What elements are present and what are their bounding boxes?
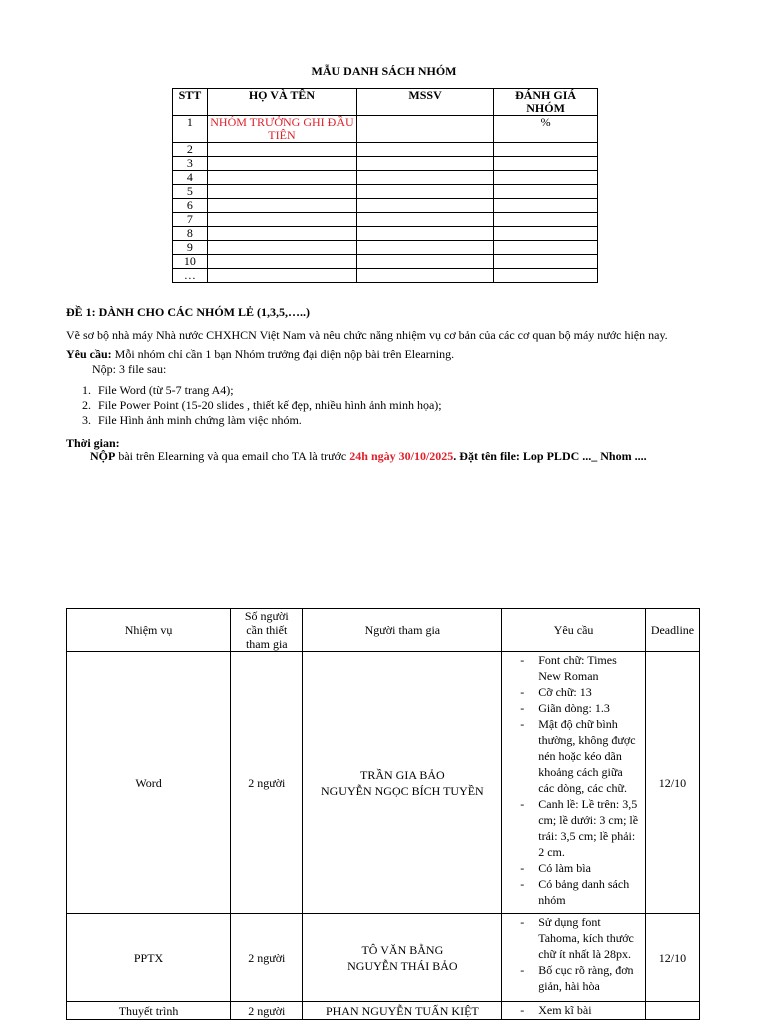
eval-cell xyxy=(494,213,598,227)
stt-cell: 3 xyxy=(173,157,208,171)
count-cell: 2 người xyxy=(231,914,303,1002)
list-item: 2. File Power Point (15-20 slides , thiết kế đẹp, nhiều hình ảnh minh họa); xyxy=(82,398,442,412)
list-item: 3. File Hình ảnh minh chứng làm việc nhóm. xyxy=(82,413,302,427)
table-row xyxy=(173,227,598,241)
mssv-cell xyxy=(357,157,494,171)
stt-cell: 1 xyxy=(173,116,208,143)
count-cell: 2 người xyxy=(231,1002,303,1020)
eval-cell xyxy=(494,241,598,255)
header-mssv: MSSV xyxy=(357,89,494,116)
time-text: bài trên Elearning và qua email cho TA là trước xyxy=(115,449,350,463)
submit-label: Nộp: 3 file sau: xyxy=(92,362,167,376)
requirement-text: Mỗi nhóm chỉ cần 1 bạn Nhóm trưởng đại diện nộp bài trên Elearning. xyxy=(111,347,455,361)
header-task: Nhiệm vụ xyxy=(67,609,231,652)
mssv-cell xyxy=(357,143,494,157)
table-row xyxy=(173,171,598,185)
name-cell xyxy=(207,185,356,199)
eval-cell xyxy=(494,227,598,241)
stt-cell: 10 xyxy=(173,255,208,269)
table-row xyxy=(173,241,598,255)
requirements-cell xyxy=(502,1002,646,1020)
mssv-cell xyxy=(357,241,494,255)
table-row xyxy=(173,185,598,199)
header-requirements: Yêu cầu xyxy=(502,609,646,652)
table-row xyxy=(173,213,598,227)
task-description: Vẽ sơ bộ nhà máy Nhà nước CHXHCN Việt Nam và nêu chức năng nhiệm vụ cơ bản của các cơ quan bộ máy nước hiện nay. xyxy=(66,328,668,342)
name-cell xyxy=(207,241,356,255)
file-list xyxy=(82,383,442,428)
table-row xyxy=(67,652,700,914)
mssv-cell xyxy=(357,199,494,213)
stt-cell: … xyxy=(173,269,208,283)
name-cell xyxy=(207,199,356,213)
eval-cell xyxy=(494,269,598,283)
name-cell xyxy=(207,143,356,157)
people-cell xyxy=(303,652,502,914)
list-item: - Font chữ: Times New Roman xyxy=(510,652,639,684)
filename-instruction: . Đặt tên file: Lop PLDC ..._ Nhom .... xyxy=(453,449,647,463)
header-deadline: Deadline xyxy=(645,609,699,652)
eval-cell xyxy=(494,157,598,171)
eval-cell: % xyxy=(494,116,598,143)
table-row xyxy=(173,143,598,157)
deadline-cell xyxy=(645,1002,699,1020)
list-item: - Giãn dòng: 1.3 xyxy=(510,700,639,716)
mssv-cell xyxy=(357,269,494,283)
stt-cell: 7 xyxy=(173,213,208,227)
stt-cell: 5 xyxy=(173,185,208,199)
mssv-cell xyxy=(357,227,494,241)
mssv-cell xyxy=(357,213,494,227)
mssv-cell xyxy=(357,171,494,185)
table-row xyxy=(67,1002,700,1020)
stt-cell: 9 xyxy=(173,241,208,255)
eval-cell xyxy=(494,185,598,199)
name-cell xyxy=(207,157,356,171)
person-name: TRẦN GIA BẢO xyxy=(360,767,445,782)
header-eval: ĐÁNH GIÁ NHÓM xyxy=(494,89,598,116)
name-cell xyxy=(207,171,356,185)
time-label: Thời gian: xyxy=(66,436,120,450)
task-cell: PPTX xyxy=(67,914,231,1002)
name-cell: NHÓM TRƯỞNG GHI ĐẦU TIÊN xyxy=(207,116,356,143)
name-cell xyxy=(207,227,356,241)
stt-cell: 8 xyxy=(173,227,208,241)
eval-cell xyxy=(494,255,598,269)
name-cell xyxy=(207,269,356,283)
deadline-cell: 12/10 xyxy=(645,914,699,1002)
list-item: - Có làm bìa xyxy=(510,860,639,876)
list-item: - Canh lề: Lề trên: 3,5 cm; lề dưới: 3 cm; lề trái: 3,5 cm; lề phải: 2 cm. xyxy=(510,796,639,860)
mssv-cell xyxy=(357,185,494,199)
task-cell: Thuyết trình xyxy=(67,1002,231,1020)
task-cell: Word xyxy=(67,652,231,914)
header-name: HỌ VÀ TÊN xyxy=(207,89,356,116)
list-item: - Cỡ chữ: 13 xyxy=(510,684,639,700)
header-count: Số người cần thiết tham gia xyxy=(231,609,303,652)
list-item: - Sử dụng font Tahoma, kích thước chữ ít nhất là 28px. xyxy=(510,914,639,962)
section-heading: ĐỀ 1: DÀNH CHO CÁC NHÓM LẺ (1,3,5,…..) xyxy=(66,305,310,319)
requirements-cell xyxy=(502,652,646,914)
eval-cell xyxy=(494,171,598,185)
table-row xyxy=(173,199,598,213)
list-item: - Bố cục rõ ràng, đơn giản, hài hòa xyxy=(510,962,639,994)
table-header-row xyxy=(173,89,598,116)
eval-cell xyxy=(494,143,598,157)
table-header-row xyxy=(67,609,700,652)
person-name: TÔ VĂN BẰNG xyxy=(361,942,444,957)
deadline-cell: 12/10 xyxy=(645,652,699,914)
mssv-cell xyxy=(357,255,494,269)
group-list-body xyxy=(173,116,598,283)
deadline-text: 24h ngày 30/10/2025 xyxy=(349,449,454,463)
time-line xyxy=(90,449,647,464)
table-row xyxy=(173,157,598,171)
group-list-table xyxy=(172,88,598,283)
list-item: 1. File Word (từ 5-7 trang A4); xyxy=(82,383,234,397)
requirement-label: Yêu cầu: xyxy=(66,347,112,361)
header-people: Người tham gia xyxy=(303,609,502,652)
person-name: NGUYỄN NGỌC BÍCH TUYỀN xyxy=(320,783,484,798)
requirement-line xyxy=(66,347,454,362)
eval-cell xyxy=(494,199,598,213)
table-row xyxy=(67,914,700,1002)
table-row xyxy=(173,269,598,283)
list-item: - Xem kĩ bài xyxy=(510,1002,639,1018)
count-cell: 2 người xyxy=(231,652,303,914)
name-cell xyxy=(207,213,356,227)
table-row xyxy=(173,255,598,269)
person-name: PHAN NGUYỄN TUẤN KIỆT xyxy=(325,1003,479,1018)
header-stt: STT xyxy=(173,89,208,116)
name-cell xyxy=(207,255,356,269)
mssv-cell xyxy=(357,116,494,143)
document-title: MẪU DANH SÁCH NHÓM xyxy=(311,64,457,78)
list-item: - Có bảng danh sách nhóm xyxy=(510,876,639,908)
list-item: - Mật độ chữ bình thường, không được nén hoặc kéo dãn khoảng cách giữa các dòng, các chữ. xyxy=(510,716,639,796)
stt-cell: 2 xyxy=(173,143,208,157)
people-cell xyxy=(303,914,502,1002)
task-assignment-table xyxy=(66,608,700,1020)
person-name: NGUYỄN THÁI BẢO xyxy=(347,958,458,973)
submit-keyword: NỘP xyxy=(90,449,116,463)
stt-cell: 4 xyxy=(173,171,208,185)
requirements-cell xyxy=(502,914,646,1002)
stt-cell: 6 xyxy=(173,199,208,213)
table-row xyxy=(173,116,598,143)
people-cell xyxy=(303,1002,502,1020)
